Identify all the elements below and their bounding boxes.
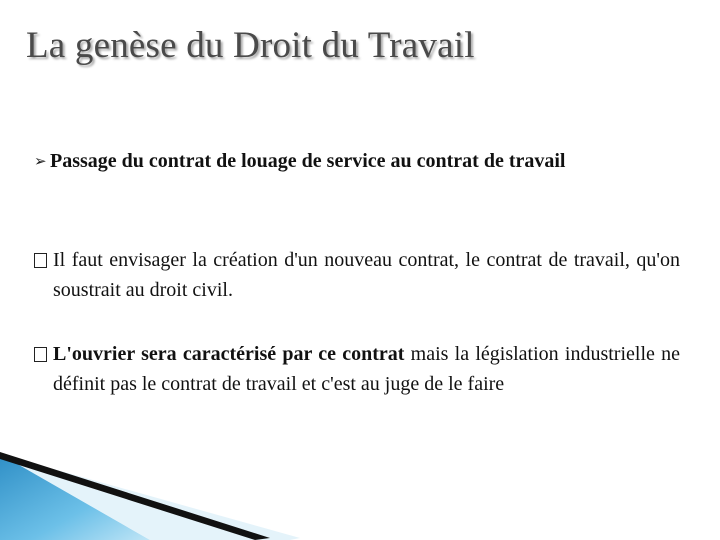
- section-heading-text: Passage du contrat de louage de service au contrat de travail: [50, 150, 566, 172]
- slide-title: La genèse du Droit du Travail: [26, 25, 475, 66]
- bullet-rest-text: mais la législation industrielle ne définit pas le contrat de travail et c'est au juge de le faire: [53, 343, 680, 395]
- bullet-item: [34, 245, 680, 305]
- bullet-bold-text: L'ouvrier sera caractérisé par ce contrat: [53, 343, 405, 365]
- checkbox-bullet-icon: [34, 347, 47, 362]
- bullet-text: [34, 339, 680, 399]
- arrow-bullet-icon: ➢: [34, 154, 47, 170]
- bullet-text: Il faut envisager la création d'un nouveau contrat, le contrat de travail, qu'on soustrait au droit civil.: [53, 249, 680, 301]
- bullet-item: [34, 339, 680, 399]
- decorative-swoosh: [0, 450, 300, 540]
- section-heading: [34, 146, 634, 178]
- checkbox-bullet-icon: [34, 253, 47, 268]
